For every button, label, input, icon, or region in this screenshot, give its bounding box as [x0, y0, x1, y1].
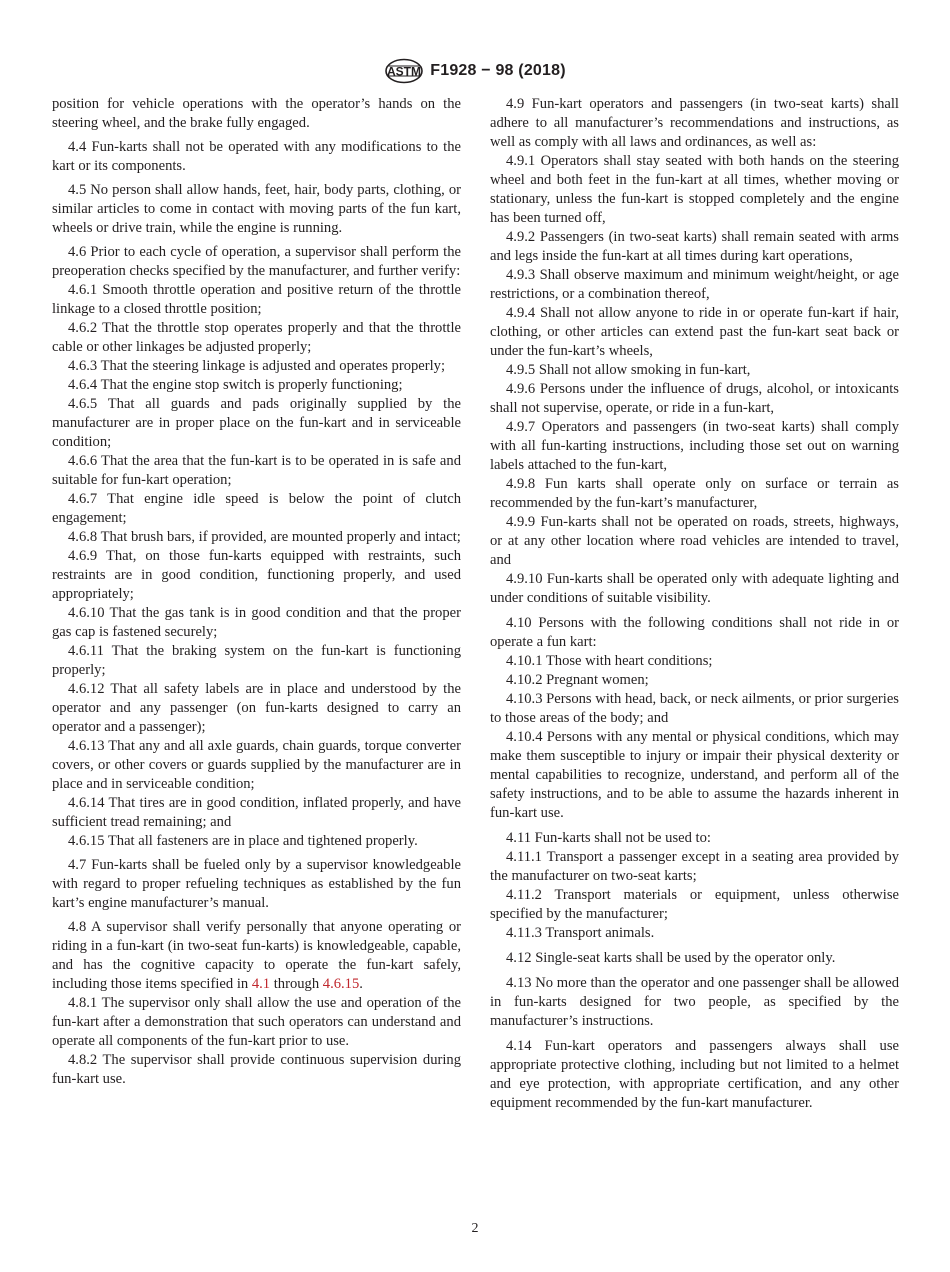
- paragraph-4-8: [52, 918, 461, 994]
- paragraph-4-6-9: 4.6.9 That, on those fun-karts equipped with restraints, such restraints are in good condition, functioning properly, and used appropriately;: [52, 548, 461, 602]
- paragraph-4-8-1: 4.8.1 The supervisor only shall allow the use and operation of the fun-kart after a demonstration that such operators can understand and operate all components of the fun-kart prior to use.: [52, 995, 461, 1049]
- paragraph-4-7: 4.7 Fun-karts shall be fueled only by a supervisor knowledgeable with regard to proper refueling techniques as established by the fun kart’s engine manufacturer’s manual.: [52, 857, 461, 911]
- section-link-4-1[interactable]: 4.1: [251, 976, 271, 992]
- paragraph-4-9-5: 4.9.5 Shall not allow smoking in fun-kart,: [506, 362, 751, 378]
- right-column: [490, 95, 899, 1113]
- paragraph-4-9-4: 4.9.4 Shall not allow anyone to ride in or operate fun-kart if hair, clothing, or other articles can extend past the fun-kart seat back or under the fun-kart’s wheels,: [490, 305, 899, 359]
- paragraph-4-6-2: 4.6.2 That the throttle stop operates properly and that the throttle cable or other linkages be adjusted properly;: [52, 320, 461, 355]
- paragraph-4-6-8: 4.6.8 That brush bars, if provided, are mounted properly and intact;: [68, 529, 461, 545]
- paragraph-4-6-11: 4.6.11 That the braking system on the fun-kart is functioning properly;: [52, 643, 461, 678]
- paragraph-4-9-1: 4.9.1 Operators shall stay seated with both hands on the steering wheel and both feet in the fun-kart at all times, whether moving or stationary, unless the fun-kart is stopped completely and the engine has been turned off,: [490, 153, 899, 226]
- paragraph-4-10-2: 4.10.2 Pregnant women;: [506, 672, 649, 688]
- paragraph-4-8-text: 4.8 A supervisor shall verify personally that anyone operating or riding in a fun-kart (in two-seat fun-karts) is knowledgeable, capable, and has the cognitive capacity to operate the fun-kart safely, including those items specified in: [52, 919, 461, 992]
- paragraph-4-10-1: 4.10.1 Those with heart conditions;: [506, 653, 713, 669]
- paragraph-4-6-7: 4.6.7 That engine idle speed is below the point of clutch engagement;: [52, 491, 461, 526]
- paragraph-4-9-9: 4.9.9 Fun-karts shall not be operated on roads, streets, highways, or at any other location where road vehicles are intended to travel, and: [490, 514, 899, 568]
- paragraph-4-6-15: 4.6.15 That all fasteners are in place and tightened properly.: [68, 833, 418, 849]
- paragraph-4-4: 4.4 Fun-karts shall not be operated with any modifications to the kart or its components.: [52, 139, 461, 174]
- paragraph-4-6-13: 4.6.13 That any and all axle guards, chain guards, torque converter covers, or other covers or guards supplied by the manufacturer are in place and in serviceable condition;: [52, 738, 461, 792]
- paragraph-4-9-6: 4.9.6 Persons under the influence of drugs, alcohol, or intoxicants shall not supervise, operate, or ride in a fun-kart,: [490, 381, 899, 416]
- paragraph-4-6-1: 4.6.1 Smooth throttle operation and positive return of the throttle linkage to a closed throttle position;: [52, 282, 461, 317]
- logo-text: ASTM: [387, 64, 422, 79]
- paragraph-4-6-5: 4.6.5 That all guards and pads originally supplied by the manufacturer are in proper place on the fun-kart and in serviceable condition;: [52, 396, 461, 450]
- paragraph-4-10: 4.10 Persons with the following conditions shall not ride in or operate a fun kart:: [490, 615, 899, 650]
- paragraph-4-11-3: 4.11.3 Transport animals.: [506, 925, 655, 941]
- paragraph-4-9-7: 4.9.7 Operators and passengers (in two-seat karts) shall comply with all fun-karting instructions, including those set out on warning labels attached to the fun-kart,: [490, 419, 899, 473]
- paragraph-4-8-connector: through: [270, 976, 323, 992]
- paragraph-4-9-10: 4.9.10 Fun-karts shall be operated only with adequate lighting and under conditions of suitable visibility.: [490, 571, 899, 606]
- paragraph-4-6-12: 4.6.12 That all safety labels are in place and understood by the operator and any passenger (on fun-karts designed to carry an operator and a passenger);: [52, 681, 461, 735]
- paragraph-4-10-3: 4.10.3 Persons with head, back, or neck ailments, or prior surgeries to those areas of the body; and: [490, 691, 899, 726]
- page-number: 2: [471, 1221, 479, 1236]
- paragraph-4-9-2: 4.9.2 Passengers (in two-seat karts) shall remain seated with arms and legs inside the fun-kart at all times during kart operations,: [490, 229, 899, 264]
- paragraph-4-11-2: 4.11.2 Transport materials or equipment, unless otherwise specified by the manufacturer;: [490, 887, 899, 922]
- section-link-4-6-15[interactable]: 4.6.15: [322, 976, 360, 992]
- standard-designation: F1928 − 98 (2018): [430, 62, 566, 79]
- paragraph-4-14: 4.14 Fun-kart operators and passengers always shall use appropriate protective clothing, including but not limited to a helmet and eye protection, with appropriate certification, and any other equipment recommended by the fun-kart manufacturer.: [490, 1038, 899, 1111]
- paragraph-4-6-3: 4.6.3 That the steering linkage is adjusted and operates properly;: [68, 358, 446, 374]
- paragraph-4-6-14: 4.6.14 That tires are in good condition, inflated properly, and have sufficient tread remaining; and: [52, 795, 461, 830]
- astm-logo-icon: [384, 58, 424, 84]
- left-column: [52, 95, 461, 1089]
- paragraph-4-6-6: 4.6.6 That the area that the fun-kart is to be operated in is safe and suitable for fun-kart operation;: [52, 453, 461, 488]
- paragraph-4-6: 4.6 Prior to each cycle of operation, a supervisor shall perform the preoperation checks specified by the manufacturer, and further verify:: [52, 244, 461, 279]
- paragraph-4-8-end: .: [359, 976, 363, 992]
- paragraph-4-10-4: 4.10.4 Persons with any mental or physical conditions, which may make them susceptible to injury or impair their physical dexterity or mental capabilities to recognize, understand, and perform all of the safety instructions, and to be able to assume the hazards inherent in fun-kart use.: [490, 729, 899, 821]
- paragraph-4-6-4: 4.6.4 That the engine stop switch is properly functioning;: [68, 377, 403, 393]
- paragraph-4-11-1: 4.11.1 Transport a passenger except in a seating area provided by the manufacturer on two-seat karts;: [490, 849, 899, 884]
- paragraph-4-8-2: 4.8.2 The supervisor shall provide continuous supervision during fun-kart use.: [52, 1052, 461, 1087]
- paragraph-4-9: 4.9 Fun-kart operators and passengers (in two-seat karts) shall adhere to all manufacturer’s recommendations and instructions, as well as comply with all laws and ordinances, as well as:: [490, 96, 899, 150]
- paragraph-4-13: 4.13 No more than the operator and one passenger shall be allowed in fun-karts designed for two people, as specified by the manufacturer’s instructions.: [490, 975, 899, 1029]
- page-header: [0, 56, 950, 86]
- paragraph-4-11: 4.11 Fun-karts shall not be used to:: [506, 830, 711, 846]
- paragraph-4-9-3: 4.9.3 Shall observe maximum and minimum weight/height, or age restrictions, or a combination thereof,: [490, 267, 899, 302]
- paragraph-4-12: 4.12 Single-seat karts shall be used by the operator only.: [506, 950, 836, 966]
- paragraph-4-5: 4.5 No person shall allow hands, feet, hair, body parts, clothing, or similar articles to come in contact with moving parts of the fun kart, wheels or drive train, while the engine is running.: [52, 182, 461, 236]
- paragraph-4-9-8: 4.9.8 Fun karts shall operate only on surface or terrain as recommended by the fun-kart’s manufacturer,: [490, 476, 899, 511]
- paragraph-4-6-10: 4.6.10 That the gas tank is in good condition and that the proper gas cap is fastened securely;: [52, 605, 461, 640]
- paragraph-4-3-continued: position for vehicle operations with the operator’s hands on the steering wheel, and the brake fully engaged.: [52, 96, 461, 131]
